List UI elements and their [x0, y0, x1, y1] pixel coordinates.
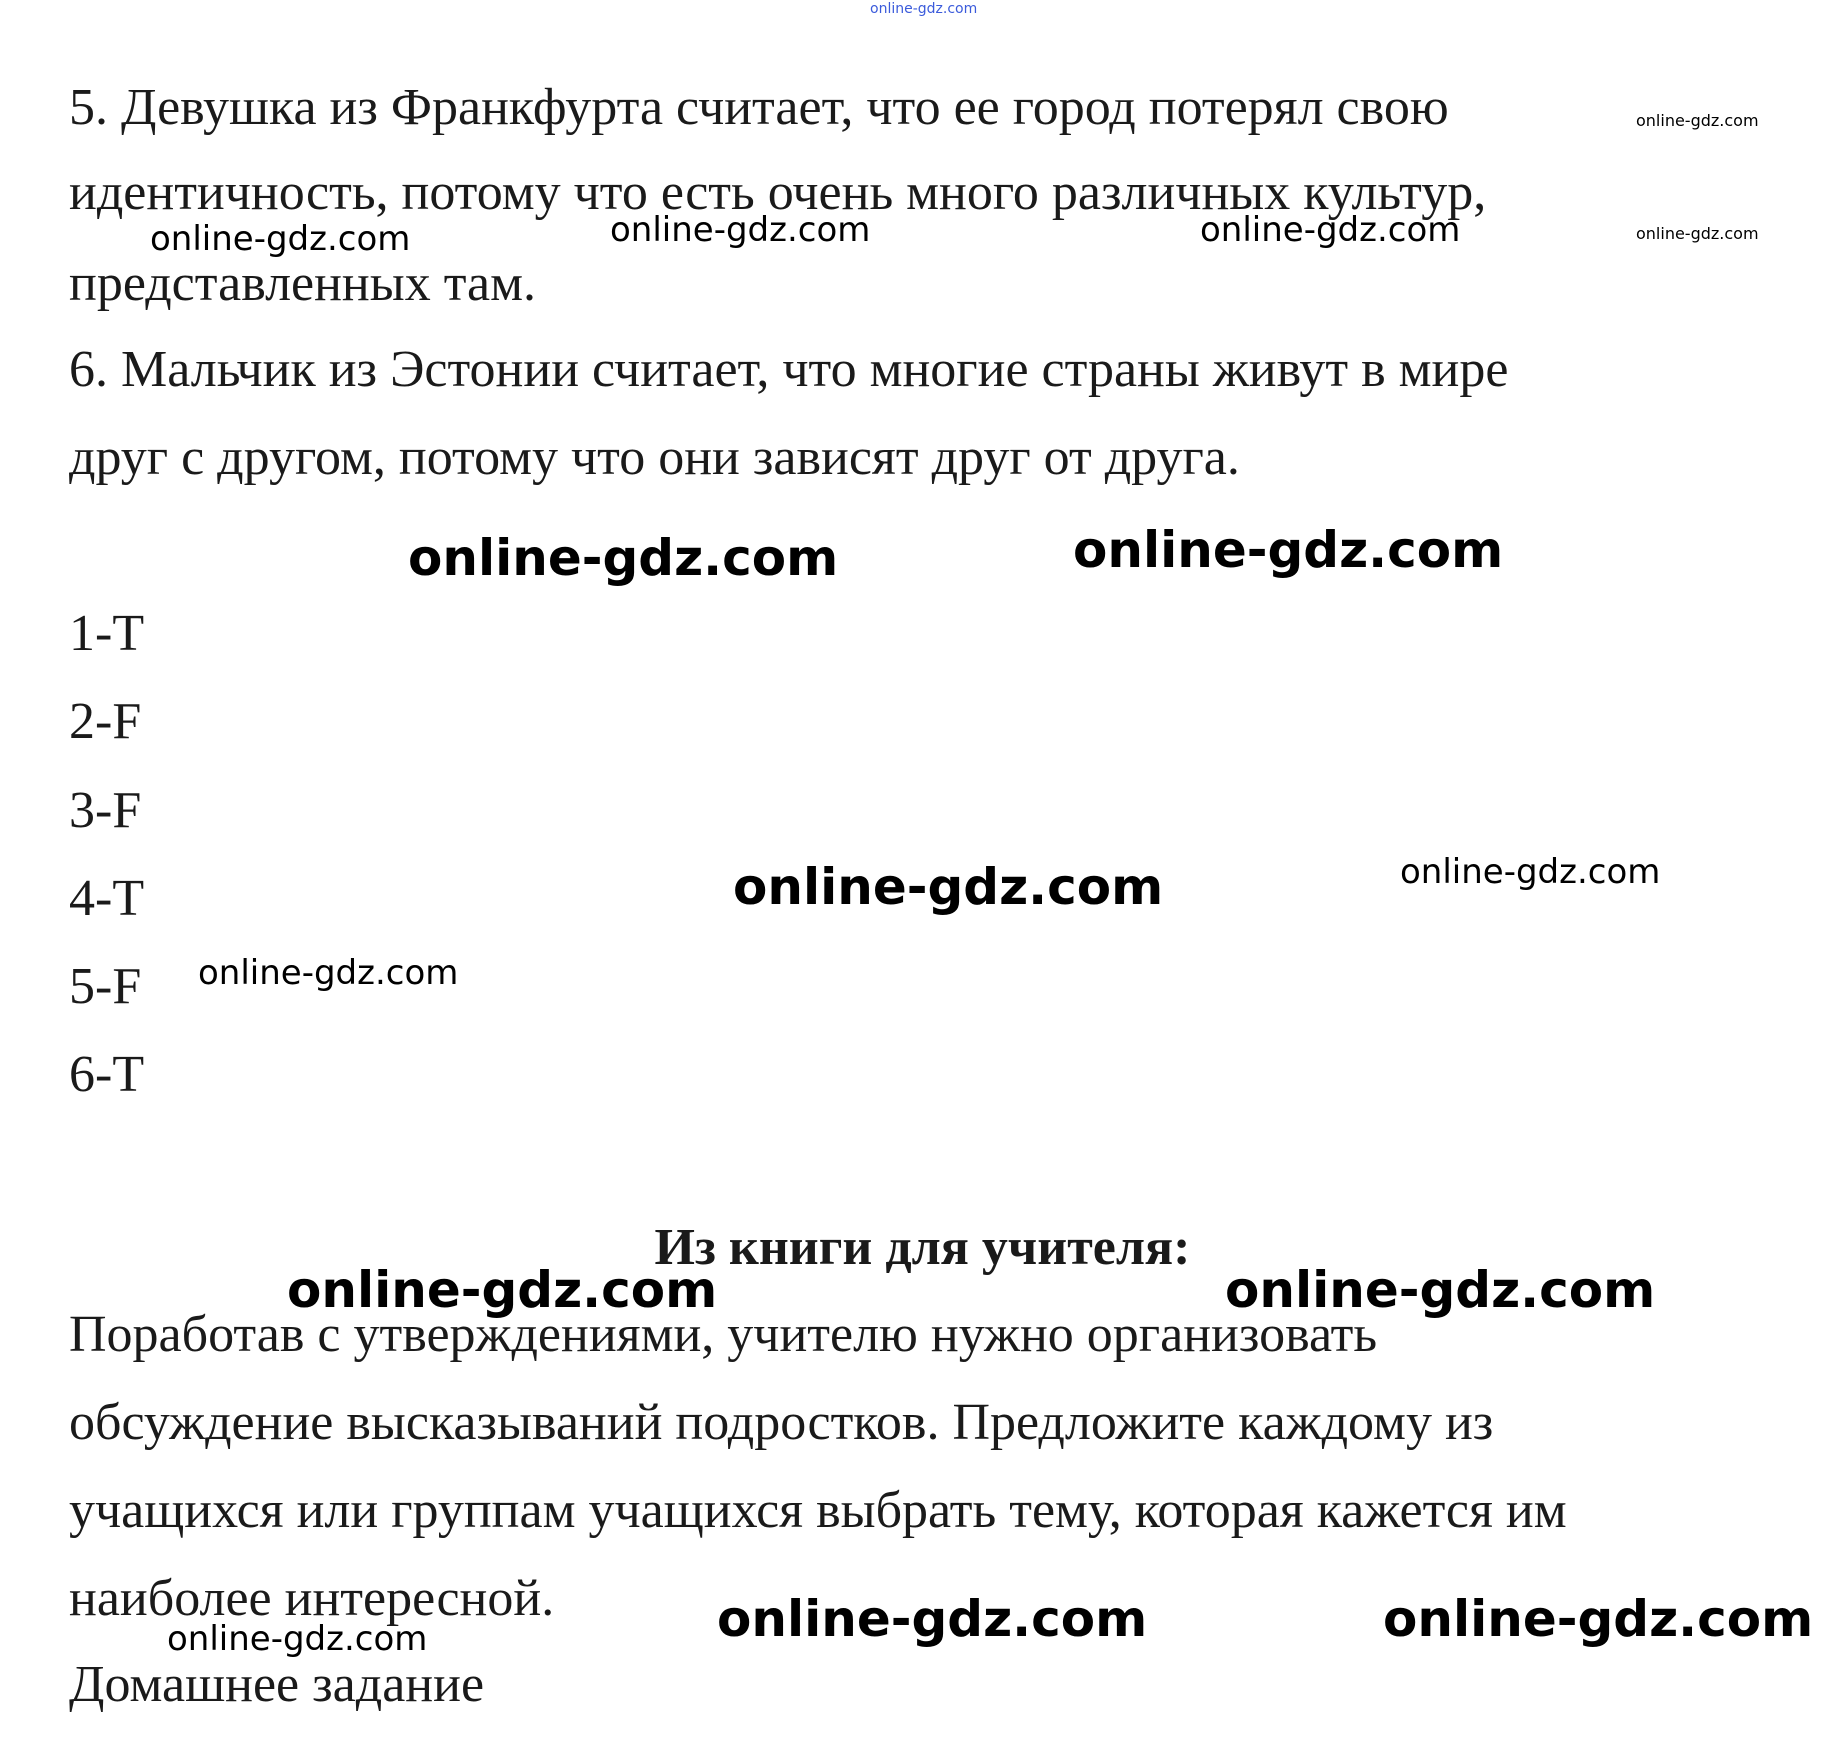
teacher-text-line-2: обсуждение высказываний подростков. Предложите каждому из — [69, 1394, 1494, 1451]
teacher-text-line-3: учащихся или группам учащихся выбрать тему, которая кажется им — [69, 1482, 1567, 1539]
watermark: online-gdz.com — [1383, 1590, 1814, 1648]
section-heading: Из книги для учителя: — [654, 1219, 1191, 1276]
answer-1: 1-T — [69, 605, 145, 662]
statement-5-line-3: представленных там. — [69, 255, 537, 312]
teacher-text-line-4: наиболее интересной. — [69, 1570, 555, 1627]
answer-6: 6-T — [69, 1046, 145, 1103]
watermark: online-gdz.com — [1636, 224, 1759, 243]
watermark: online-gdz.com — [870, 1, 978, 17]
watermark: online-gdz.com — [733, 858, 1164, 916]
watermark: online-gdz.com — [1200, 210, 1461, 250]
watermark: online-gdz.com — [610, 210, 871, 250]
statement-6-line-2: друг с другом, потому что они зависят друг от друга. — [69, 429, 1240, 486]
answer-3: 3-F — [69, 782, 142, 839]
watermark: online-gdz.com — [198, 953, 459, 993]
statement-6-line-1: 6. Мальчик из Эстонии считает, что многие страны живут в мире — [69, 341, 1509, 398]
teacher-text-line-1: Поработав с утверждениями, учителю нужно организовать — [69, 1306, 1378, 1363]
watermark: online-gdz.com — [167, 1619, 428, 1659]
answer-2: 2-F — [69, 693, 142, 750]
answer-5: 5-F — [69, 958, 142, 1015]
watermark: online-gdz.com — [150, 219, 411, 259]
watermark: online-gdz.com — [1636, 111, 1759, 130]
watermark: online-gdz.com — [287, 1261, 718, 1319]
watermark: online-gdz.com — [1400, 852, 1661, 892]
statement-5-line-1: 5. Девушка из Франкфурта считает, что ее город потерял свою — [69, 79, 1449, 136]
watermark: online-gdz.com — [408, 529, 839, 587]
watermark: online-gdz.com — [1073, 521, 1504, 579]
answer-4: 4-T — [69, 870, 145, 927]
statement-5-line-2: идентичность, потому что есть очень много различных культур, — [69, 164, 1487, 221]
watermark: online-gdz.com — [717, 1590, 1148, 1648]
watermark: online-gdz.com — [1225, 1261, 1656, 1319]
homework-label: Домашнее задание — [69, 1656, 485, 1713]
